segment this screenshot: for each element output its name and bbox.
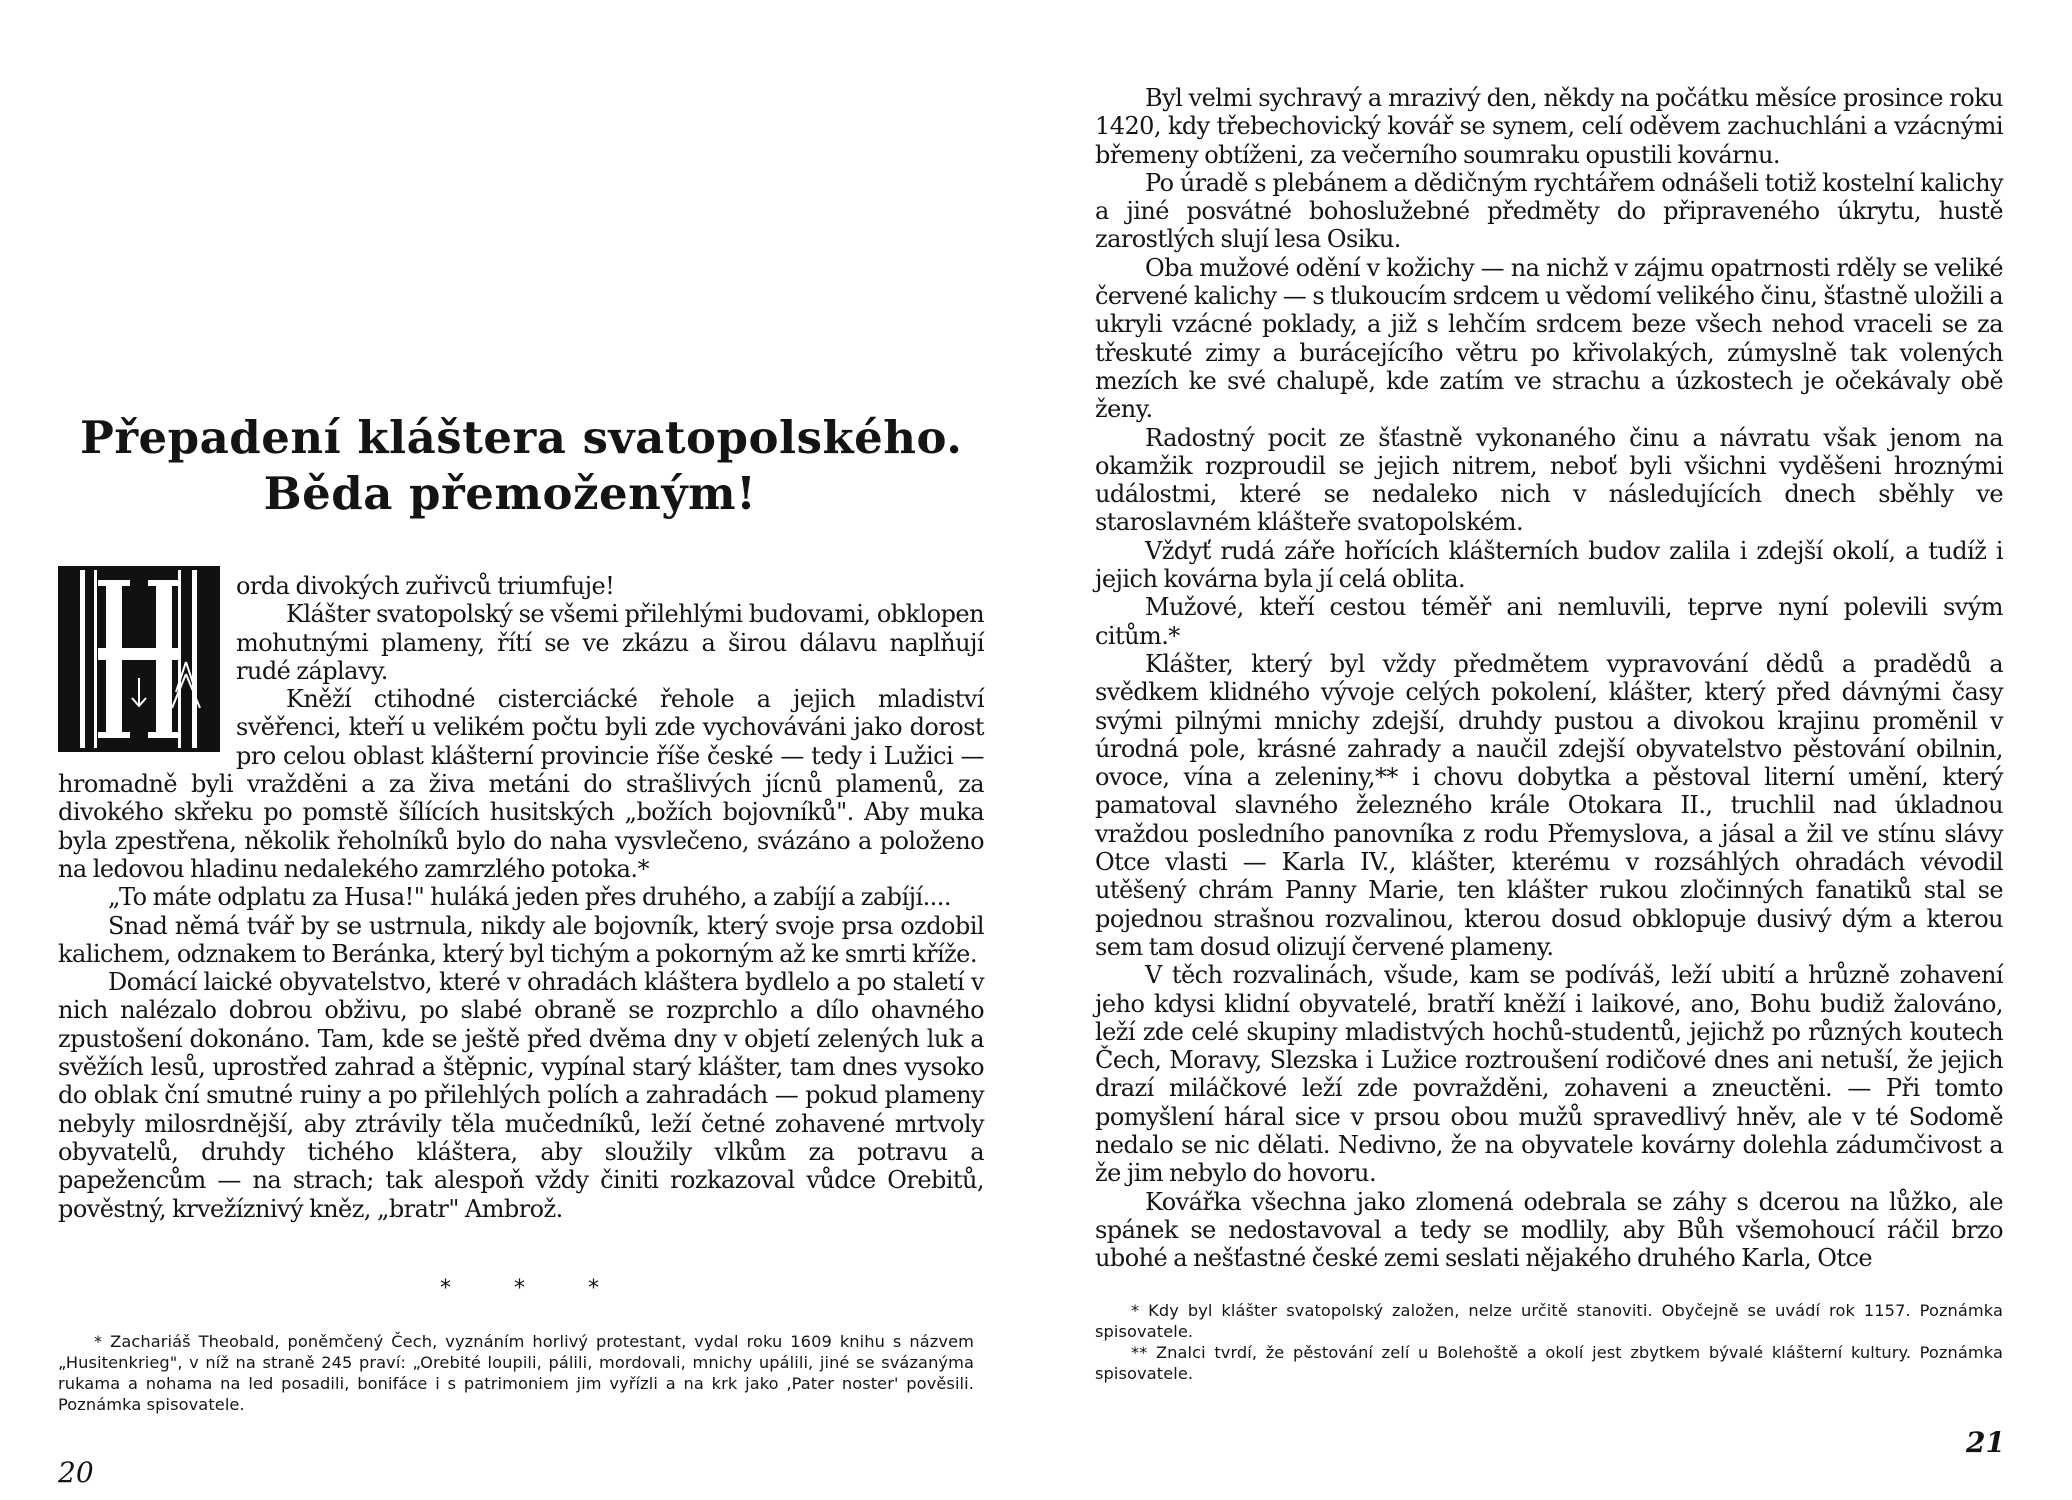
page-number-right: 21 [1966,1426,2005,1459]
chapter-title-line1: Přepadení kláštera svatopolského. [80,411,963,464]
right-body-text [1095,84,2003,1272]
right-paragraph: Klášter, který byl vždy předmětem vypravování dědů a pradědů a svědkem klidného vývoje celých pokolení, klášter, který před dávnými časy svými pilnými mnichy zdejší, druhdy pustou a divokou krajinu proměnil v úrodná pole, krásné zahrady a naučil zdejší obyvatelstvo pěstování obilnin, ovoce, vína a zeleniny,** i chovu dobytka a pěstoval literní umění, který pamatoval slavného železného krále Otokara II., truchlil nad úkladnou vraždou posledního panovníka z rodu Přemyslova, a jásal a žil ve stínu slávy Otce vlasti — Karla IV., klášter, kterému v rozsáhlých ohradách vévodil utěšený chrám Panny Marie, ten klášter rukou zločinných fanatiků stal se pojednou strašnou rozvalinou, kterou dosud obklopuje dusivý dým a kterou sem tam dosud olizují červené plameny. [1095,649,2003,961]
chapter-title [80,410,963,522]
left-paragraph: Snad němá tvář by se ustrnula, nikdy ale bojovník, který svoje prsa ozdobil kalichem, odznakem to Beránka, který byl tichým a pokorným až ke smrti kříže. [58,911,984,968]
page-number-left: 20 [58,1456,94,1489]
chapter-title-line2: Běda přemoženým! [263,467,757,520]
right-paragraph: Radostný pocit ze šťastně vykonaného činu a návratu však jenom na okamžik rozproudil se jejich nitrem, neboť byli všichni vyděšeni hroznými událostmi, které se nedaleko nich v následujících dnech sběhly ve staroslavném klášteře svatopolském. [1095,423,2003,537]
footnote-text: ** Znalci tvrdí, že pěstování zelí u Bolehoště a okolí jest zbytkem bývalé klášterní kultury. Poznámka spisovatele. [1095,1343,2003,1383]
left-footnote [58,1331,974,1415]
right-paragraph: Oba mužové odění v kožichy — na nichž v zájmu opatrnosti rděly se veliké červené kalichy — s tlukoucím srdcem u vědomí velikého činu, šťastně uložili a ukryli vzácné poklady, a již s lehčím srdcem beze všech nehod vraceli se za třeskuté zimy a burácejícího větru po křivolakých, zúmyslně tak volených mezích ke své chalupě, kde zatím ve strachu a úzkostech je očekávaly obě ženy. [1095,253,2003,424]
left-paragraph: Klášter svatopolský se všemi přilehlými budovami, obklopen mohutnými plameny, řítí se ve zkázu a širou dálavu naplňují rudé záplavy. [236,600,984,685]
right-paragraph: Vždyť rudá záře hořících klášterních budov zalila i zdejší okolí, a tudíž i jejich kovárna byla jí celá oblita. [1095,536,2003,594]
left-body-text [58,572,984,1223]
right-paragraph: V těch rozvalinách, všude, kam se podíváš, leží ubití a hrůzně zohavení jeho kdysi klidní obyvatelé, bratří kněží i laikové, ano, Bohu budiž žalováno, leží zde celé skupiny mladistvých hochů-studentů, jejichž po různých koutech Čech, Moravy, Slezska i Lužice roztroušení rodičové dnes ani netuší, že jejich drazí miláčkové leží zde povražděni, zohaveni a zneuctěni. — Při tomto pomyšlení háral sice v prsou obou mužů spravedlivý hněv, ale v té Sodomě nedalo se nic dělati. Nedivno, že na obyvatele kovárny dolehla zádumčivost a že jim nebylo do hovoru. [1095,961,2003,1188]
footnote-text: * Kdy byl klášter svatopolský založen, nelze určitě stanoviti. Obyčejně se uvádí rok 1157. Poznámka spisovatele. [1095,1301,2003,1341]
right-paragraph: Po úradě s plebánem a dědičným rychtářem odnášeli totiž kostelní kalichy a jiné posvátné bohoslužebné předměty do připraveného úkrytu, hustě zarostlých slují lesa Osiku. [1095,168,2003,254]
right-paragraph: Kovářka všechna jako zlomená odebrala se záhy s dcerou na lůžko, ale spánek se nedostavoval a tedy se modlily, aby Bůh všemohoucí ráčil brzo ubohé a nešťastné české zemi seslati nějakého druhého Karla, Otce [1095,1187,2003,1273]
decorative-initial-h [58,566,220,752]
left-paragraph: Domácí laické obyvatelstvo, které v ohradách kláštera bydlelo a po staletí v nich nalézalo dobrou obživu, po slabé obraně se rozprchlo a dílo ohavného zpustošení dokonáno. Tam, kde se ještě před dvěma dny v objetí zelených luk a svěžích lesů, uprostřed zahrad a štěpnic, vypínal starý klášter, tam dnes vysoko do oblak ční smutné ruiny a po přilehlých polích a zahradách — pokud plameny nebyly milosrdnější, aby ztrávily těla mučedníků, leží četné zohavené mrtvoly obyvatelů, druhdy tichého kláštera, aby sloužily vlkům za potravu a papežencům — na strach; tak alespoň vždy činiti rozkazoval vůdce Orebitů, pověstný, krvežíznivý kněz, „bratr" Ambrož. [58,968,984,1223]
left-paragraph: orda divokých zuřivců triumfuje! [236,572,615,600]
right-paragraph: Mužové, kteří cestou téměř ani nemluvili, teprve nyní polevili svým citům.* [1095,593,2003,650]
right-paragraph: Byl velmi sychravý a mrazivý den, někdy na počátku měsíce prosince roku 1420, kdy třebechovický kovář se synem, celí oděvem zachuchláni a vzácnými břemeny obtíženi, za večerního soumraku opustili kovárnu. [1095,84,2003,169]
right-footnotes [1095,1300,2003,1384]
section-separator: * * * [440,1276,627,1301]
initial-h-ornament-icon [58,566,220,752]
left-paragraph: „To máte odplatu za Husa!" huláká jeden přes druhého, a zabíjí a zabíjí.... [108,883,951,912]
left-paragraph: Kněží ctihodné cisterciácké řehole a jejich mladiství svěřenci, kteří u velikém počtu byli zde vychováváni jako dorost pro celou oblast klášterní provincie říše české — tedy i Lužici — hromadně byli vražděni a za živa metáni do strašlivých jícnů plamenů, za divokého skřeku po pomstě šílících husitských „božích bojovníků". Aby muka byla zpestřena, několik řeholníků bylo do naha vysvlečeno, svázáno a položeno na ledovou hladinu nedalekého zamrzlého potoka.* [58,685,984,883]
footnote-text: * Zachariáš Theobald, poněmčený Čech, vyznáním horlivý protestant, vydal roku 1609 knihu s názvem „Husitenkrieg", v níž na straně 245 praví: „Orebité loupili, pálili, mordovali, mnichy upálili, jiné se svázanýma rukama a nohama na led posadili, bonifáce i s patrimoniem jim vyřízli a na krk jako ‚Pater noster' pověsili. Poznámka spisovatele. [58,1332,974,1414]
